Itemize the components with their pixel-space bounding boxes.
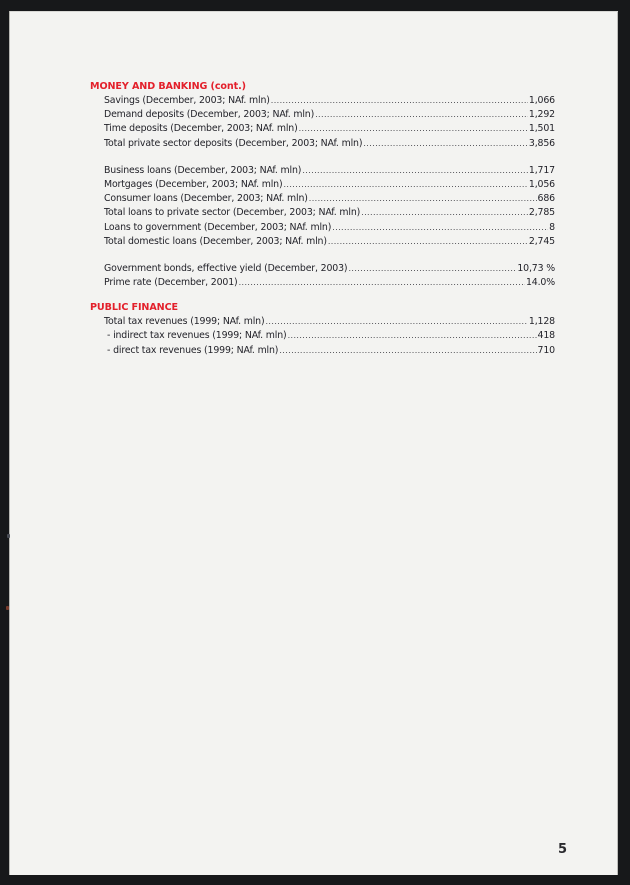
dot-leader — [279, 344, 536, 358]
item-value: 1,717 — [528, 164, 555, 176]
item-label: Business loans (December, 2003; NAf. mln) — [104, 164, 302, 176]
item-label: Total loans to private sector (December, 2003; NAf. mln) — [104, 207, 361, 219]
dot-leader — [348, 262, 516, 276]
dot-leader — [299, 122, 528, 136]
list-item — [90, 94, 555, 108]
list-item — [90, 192, 555, 206]
item-value: 418 — [537, 330, 555, 342]
list-item — [90, 164, 555, 178]
item-value: 14.0% — [525, 277, 555, 289]
item-label: Consumer loans (December, 2003; NAf. mln) — [104, 193, 308, 205]
item-label: Loans to government (December, 2003; NAf. mln) — [104, 221, 332, 233]
dot-leader — [271, 94, 528, 108]
list-item — [90, 122, 555, 136]
list-item — [90, 178, 555, 192]
list-item — [90, 315, 555, 329]
statistics-list — [90, 80, 555, 358]
binding-mark — [6, 606, 9, 610]
item-value: 1,066 — [528, 95, 555, 106]
dot-leader — [302, 164, 528, 178]
dot-leader — [361, 206, 528, 220]
item-label: Total domestic loans (December, 2003; NAf. mln) — [104, 235, 327, 247]
item-value: 1,056 — [528, 178, 555, 190]
item-value: 2,745 — [528, 235, 555, 247]
dot-leader — [315, 108, 528, 122]
item-value: 8 — [549, 221, 555, 233]
deposits-group — [90, 94, 555, 151]
page-spine-edge — [9, 11, 10, 875]
list-item — [90, 206, 555, 220]
item-label: Total private sector deposits (December, 2003; NAf. mln) — [104, 137, 363, 149]
list-item — [90, 137, 555, 151]
item-label: Mortgages (December, 2003; NAf. mln) — [104, 178, 283, 190]
dot-leader — [239, 276, 525, 290]
item-label: Prime rate (December, 2001) — [104, 277, 238, 289]
dot-leader — [332, 221, 548, 235]
list-item — [90, 262, 555, 276]
item-label: Total tax revenues (1999; NAf. mln) — [104, 316, 265, 328]
binding-mark — [7, 534, 10, 538]
item-label: - direct tax revenues (1999; NAf. mln) — [107, 344, 279, 356]
item-value: 1,128 — [528, 316, 555, 328]
item-label: - indirect tax revenues (1999; NAf. mln) — [107, 330, 287, 342]
item-label: Savings (December, 2003; NAf. mln) — [104, 95, 270, 106]
list-item — [90, 329, 555, 343]
dot-leader — [265, 315, 527, 329]
item-value: 10,73 % — [517, 262, 555, 274]
dot-leader — [328, 235, 528, 249]
list-item — [90, 344, 555, 358]
loans-group — [90, 164, 555, 249]
rates-group — [90, 262, 555, 290]
item-label: Government bonds, effective yield (December, 2003) — [104, 262, 348, 274]
item-label: Demand deposits (December, 2003; NAf. mln) — [104, 109, 315, 121]
spacer — [90, 151, 555, 164]
item-value: 2,785 — [528, 207, 555, 219]
list-item — [90, 221, 555, 235]
item-value: 686 — [537, 193, 555, 205]
item-value: 1,292 — [528, 109, 555, 121]
item-value: 1,501 — [528, 123, 555, 135]
spacer — [90, 290, 555, 301]
item-label: Time deposits (December, 2003; NAf. mln) — [104, 123, 298, 135]
dot-leader — [309, 192, 537, 206]
list-item — [90, 276, 555, 290]
public-finance-group — [90, 315, 555, 358]
spacer — [90, 249, 555, 262]
list-item — [90, 108, 555, 122]
dot-leader — [363, 137, 528, 151]
page-number: 5 — [558, 842, 568, 857]
item-value: 710 — [537, 344, 555, 356]
list-item — [90, 235, 555, 249]
dot-leader — [283, 178, 527, 192]
section-heading-public-finance: PUBLIC FINANCE — [90, 302, 178, 314]
dot-leader — [288, 329, 537, 343]
section-heading-money-banking: MONEY AND BANKING (cont.) — [90, 81, 246, 92]
item-value: 3,856 — [528, 137, 555, 149]
